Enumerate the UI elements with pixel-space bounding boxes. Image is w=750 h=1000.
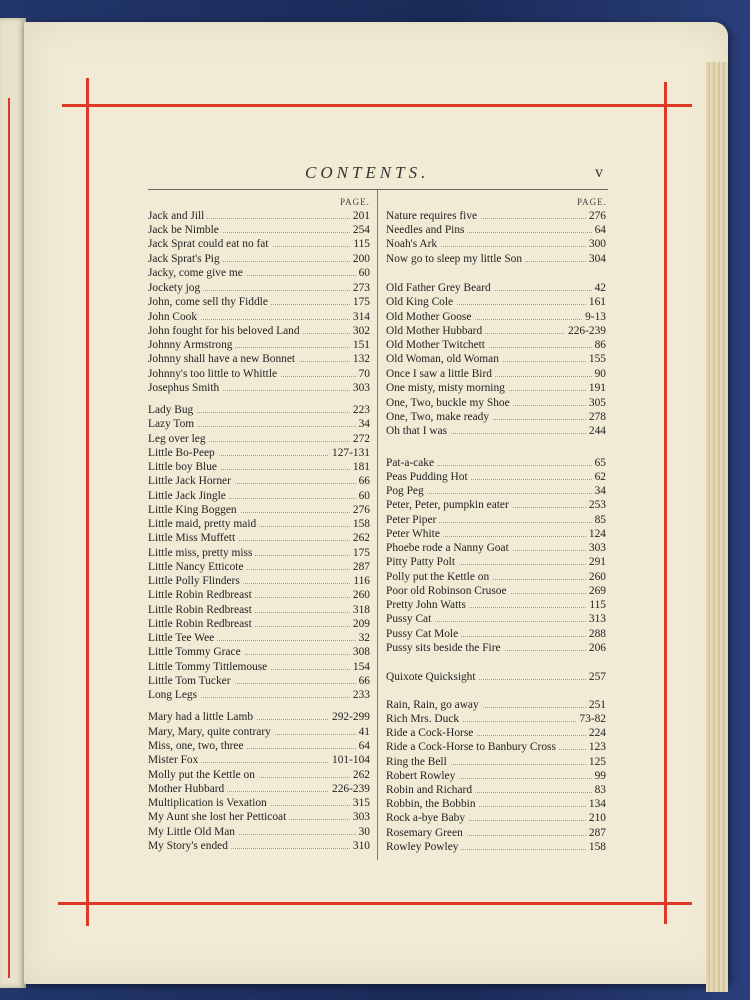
entry-page: 115 <box>586 599 606 611</box>
red-border-top <box>62 104 692 107</box>
contents-entry <box>148 253 370 267</box>
entry-page: 276 <box>586 210 606 222</box>
entry-title: Oh that I was <box>386 425 450 437</box>
entry-title: Pussy Cat <box>386 613 434 625</box>
facing-page-edge <box>0 18 26 988</box>
entry-title: Rosemary Green <box>386 827 466 839</box>
entry-title: Phoebe rode a Nanny Goat <box>386 542 512 554</box>
contents-entry <box>386 613 606 627</box>
contents-entry <box>148 783 370 797</box>
contents-entry <box>386 528 606 542</box>
entry-page: 262 <box>350 769 370 781</box>
entry-page: 304 <box>586 253 606 265</box>
entry-title: John fought for his beloved Land <box>148 325 303 337</box>
contents-entry <box>148 726 370 740</box>
contents-entry <box>148 711 370 725</box>
entry-page: 260 <box>350 589 370 601</box>
entry-page: 308 <box>350 646 370 658</box>
entry-page: 116 <box>350 575 370 587</box>
entry-title: Quixote Quicksight <box>386 671 479 683</box>
entry-title: Little Miss Muffett <box>148 532 238 544</box>
entry-page: 315 <box>350 797 370 809</box>
contents-entry <box>148 532 370 546</box>
entry-title: Mother Hubbard <box>148 783 227 795</box>
entry-page: 123 <box>586 741 606 753</box>
entry-title: Little Nancy Etticote <box>148 561 247 573</box>
entry-title: Little Polly Flinders <box>148 575 243 587</box>
entry-title: Little Robin Redbreast <box>148 618 255 630</box>
contents-entry <box>386 397 606 411</box>
contents-entry <box>148 811 370 825</box>
entry-page: 303 <box>586 542 606 554</box>
contents-entry <box>386 812 606 826</box>
contents-entry <box>148 447 370 461</box>
contents-entry <box>386 282 606 296</box>
contents-entry <box>148 325 370 339</box>
red-border-right <box>664 82 667 924</box>
entry-title: Multiplication is Vexation <box>148 797 270 809</box>
entry-page: 269 <box>586 585 606 597</box>
entry-title: John Cook <box>148 311 200 323</box>
contents-entry <box>386 210 606 224</box>
entry-page: 201 <box>350 210 370 222</box>
entry-page: 257 <box>586 671 606 683</box>
entry-page: 273 <box>350 282 370 294</box>
entry-page: 318 <box>350 604 370 616</box>
contents-entry <box>386 713 606 727</box>
entry-title: Noah's Ark <box>386 238 440 250</box>
contents-entry <box>386 253 606 267</box>
entry-title: Rich Mrs. Duck <box>386 713 462 725</box>
entry-title: Little miss, pretty miss <box>148 547 255 559</box>
entry-title: Lady Bug <box>148 404 196 416</box>
entry-title: Peas Pudding Hot <box>386 471 471 483</box>
entry-page: 151 <box>350 339 370 351</box>
entry-title: Once I saw a little Bird <box>386 368 495 380</box>
entry-page: 73-82 <box>576 713 606 725</box>
entry-title: My Story's ended <box>148 840 231 852</box>
contents-entry <box>148 840 370 854</box>
entry-page: 62 <box>592 471 606 483</box>
contents-entry <box>386 471 606 485</box>
contents-entry <box>386 798 606 812</box>
entry-title: Old King Cole <box>386 296 456 308</box>
entry-title: Peter Piper <box>386 514 439 526</box>
entry-page: 115 <box>350 238 370 250</box>
entry-page: 302 <box>350 325 370 337</box>
entry-title: Old Father Grey Beard <box>386 282 494 294</box>
contents-entry <box>386 368 606 382</box>
entry-title: Little Robin Redbreast <box>148 604 255 616</box>
contents-entry <box>148 461 370 475</box>
entry-title: Old Mother Twitchett <box>386 339 488 351</box>
contents-entry <box>148 618 370 632</box>
entry-title: Rock a-bye Baby <box>386 812 468 824</box>
entry-title: Old Mother Goose <box>386 311 474 323</box>
entry-title: Little maid, pretty maid <box>148 518 259 530</box>
entry-title: John, come sell thy Fiddle <box>148 296 271 308</box>
entry-title: Little Jack Horner <box>148 475 234 487</box>
entry-page: 226-239 <box>565 325 606 337</box>
entry-page: 175 <box>350 547 370 559</box>
entry-title: Ride a Cock-Horse <box>386 727 476 739</box>
entry-page: 42 <box>592 282 606 294</box>
red-border-line <box>0 98 10 978</box>
entry-title: Robbin, the Bobbin <box>386 798 479 810</box>
entry-title: Little Tommy Grace <box>148 646 244 658</box>
contents-entry <box>386 671 606 685</box>
entry-title: Johnny's too little to Whittle <box>148 368 280 380</box>
contents-entry <box>148 311 370 325</box>
contents-entry <box>386 841 606 855</box>
entry-title: My Little Old Man <box>148 826 238 838</box>
entry-page: 303 <box>350 382 370 394</box>
entry-page: 154 <box>350 661 370 673</box>
contents-entry <box>148 769 370 783</box>
contents-entry <box>386 784 606 798</box>
entry-title: Peter, Peter, pumpkin eater <box>386 499 512 511</box>
entry-title: Lazy Tom <box>148 418 197 430</box>
contents-entry <box>386 238 606 252</box>
entry-page: 125 <box>586 756 606 768</box>
contents-entry <box>148 433 370 447</box>
entry-page: 272 <box>350 433 370 445</box>
entry-title: Jack Sprat's Pig <box>148 253 223 265</box>
contents-entry <box>386 628 606 642</box>
entry-page: 278 <box>586 411 606 423</box>
entry-title: Little Tee Wee <box>148 632 217 644</box>
entry-title: One misty, misty morning <box>386 382 508 394</box>
entry-title: Jack Sprat could eat no fat <box>148 238 272 250</box>
entry-page: 276 <box>350 504 370 516</box>
contents-entry <box>386 382 606 396</box>
entry-title: Ride a Cock-Horse to Banbury Cross <box>386 741 559 753</box>
entry-page: 310 <box>350 840 370 852</box>
contents-entry <box>148 547 370 561</box>
entry-title: Little Tommy Tittlemouse <box>148 661 270 673</box>
entry-title: My Aunt she lost her Petticoat <box>148 811 289 823</box>
entry-title: Pussy sits beside the Fire <box>386 642 504 654</box>
column-divider <box>377 190 378 860</box>
page-edges <box>706 62 728 992</box>
page-title: CONTENTS. <box>305 163 430 182</box>
contents-entry <box>386 425 606 439</box>
contents-entry <box>386 741 606 755</box>
entry-title: Johnny shall have a new Bonnet <box>148 353 298 365</box>
entry-title: Jockety jog <box>148 282 203 294</box>
entry-page: 32 <box>356 632 370 644</box>
contents-entry <box>148 353 370 367</box>
contents-entry <box>386 485 606 499</box>
contents-entry <box>148 296 370 310</box>
entry-title: Now go to sleep my little Son <box>386 253 525 265</box>
contents-entry <box>386 599 606 613</box>
entry-title: Jack be Nimble <box>148 224 222 236</box>
entry-title: Pog Peg <box>386 485 427 497</box>
entry-page: 60 <box>356 267 370 279</box>
contents-entry <box>148 404 370 418</box>
entry-page: 65 <box>592 457 606 469</box>
contents-entry <box>386 727 606 741</box>
entry-title: Robin and Richard <box>386 784 475 796</box>
contents-entry <box>148 368 370 382</box>
entry-page: 158 <box>586 841 606 853</box>
contents-entry <box>386 756 606 770</box>
contents-entry <box>386 224 606 238</box>
entry-page: 155 <box>586 353 606 365</box>
entry-page: 41 <box>356 726 370 738</box>
contents-entry <box>148 689 370 703</box>
entry-page: 85 <box>592 514 606 526</box>
contents-entry <box>148 339 370 353</box>
entry-page: 66 <box>356 675 370 687</box>
red-border-left <box>86 78 89 926</box>
entry-page: 30 <box>356 826 370 838</box>
entry-page: 127-131 <box>329 447 370 459</box>
entry-title: Pretty John Watts <box>386 599 469 611</box>
entry-page: 253 <box>586 499 606 511</box>
contents-entry <box>148 632 370 646</box>
entry-page: 181 <box>350 461 370 473</box>
contents-entry <box>148 504 370 518</box>
entry-title: Little Bo-Peep <box>148 447 218 459</box>
entry-page: 244 <box>586 425 606 437</box>
page-column-label-right: PAGE. <box>577 197 607 207</box>
contents-entry <box>386 325 606 339</box>
contents-entry <box>386 311 606 325</box>
contents-entry <box>148 490 370 504</box>
entry-page: 124 <box>586 528 606 540</box>
entry-page: 223 <box>350 404 370 416</box>
header-rule <box>148 189 608 190</box>
entry-title: Pat-a-cake <box>386 457 437 469</box>
contents-entry <box>386 699 606 713</box>
entry-title: Mary had a little Lamb <box>148 711 256 723</box>
contents-entry <box>148 282 370 296</box>
entry-title: Miss, one, two, three <box>148 740 247 752</box>
entry-title: Pitty Patty Polt <box>386 556 458 568</box>
contents-entry <box>148 210 370 224</box>
entry-page: 292-299 <box>329 711 370 723</box>
entry-page: 134 <box>586 798 606 810</box>
contents-entry <box>386 296 606 310</box>
entry-title: Ring the Bell <box>386 756 450 768</box>
entry-page: 70 <box>356 368 370 380</box>
entry-title: One, Two, buckle my Shoe <box>386 397 513 409</box>
entry-title: Mary, Mary, quite contrary <box>148 726 274 738</box>
contents-entry <box>386 514 606 528</box>
contents-entry <box>148 224 370 238</box>
entry-title: Old Woman, old Woman <box>386 353 502 365</box>
contents-entry <box>148 518 370 532</box>
contents-entry <box>386 353 606 367</box>
contents-entry <box>148 238 370 252</box>
entry-page: 200 <box>350 253 370 265</box>
entry-title: Robert Rowley <box>386 770 458 782</box>
entry-title: Little Robin Redbreast <box>148 589 255 601</box>
entry-page: 60 <box>356 490 370 502</box>
contents-entry <box>148 418 370 432</box>
contents-entry <box>386 571 606 585</box>
page-number: v <box>595 164 603 181</box>
entry-page: 254 <box>350 224 370 236</box>
entry-page: 9-13 <box>582 311 606 323</box>
contents-entry <box>386 457 606 471</box>
contents-entry <box>148 826 370 840</box>
entry-title: Polly put the Kettle on <box>386 571 492 583</box>
entry-page: 206 <box>586 642 606 654</box>
entry-page: 287 <box>586 827 606 839</box>
entry-page: 209 <box>350 618 370 630</box>
entry-page: 83 <box>592 784 606 796</box>
entry-page: 66 <box>356 475 370 487</box>
entry-title: Little Jack Jingle <box>148 490 229 502</box>
entry-title: Poor old Robinson Crusoe <box>386 585 510 597</box>
contents-entry <box>148 661 370 675</box>
contents-entry <box>386 770 606 784</box>
contents-entry <box>386 642 606 656</box>
contents-entry <box>148 475 370 489</box>
entry-page: 233 <box>350 689 370 701</box>
entry-page: 226-239 <box>329 783 370 795</box>
contents-entry <box>148 740 370 754</box>
entry-page: 224 <box>586 727 606 739</box>
entry-title: Jacky, come give me <box>148 267 246 279</box>
entry-page: 86 <box>592 339 606 351</box>
contents-entry <box>386 827 606 841</box>
entry-title: Nature requires five <box>386 210 480 222</box>
entry-title: Peter White <box>386 528 443 540</box>
entry-title: Josephus Smith <box>148 382 222 394</box>
entry-page: 64 <box>356 740 370 752</box>
entry-page: 260 <box>586 571 606 583</box>
entry-page: 191 <box>586 382 606 394</box>
entry-title: Rowley Powley <box>386 841 461 853</box>
entry-page: 90 <box>592 368 606 380</box>
contents-entry <box>386 411 606 425</box>
entry-title: Leg over leg <box>148 433 209 445</box>
entry-title: Molly put the Kettle on <box>148 769 258 781</box>
contents-entry <box>148 646 370 660</box>
entry-page: 34 <box>592 485 606 497</box>
entry-title: Johnny Armstrong <box>148 339 235 351</box>
entry-title: One, Two, make ready <box>386 411 492 423</box>
contents-entry <box>386 499 606 513</box>
contents-entry <box>386 556 606 570</box>
entry-page: 64 <box>592 224 606 236</box>
contents-entry <box>148 382 370 396</box>
contents-entry <box>148 675 370 689</box>
contents-entry <box>148 797 370 811</box>
contents-entry <box>386 585 606 599</box>
contents-entry <box>386 542 606 556</box>
entry-title: Long Legs <box>148 689 200 701</box>
entry-page: 300 <box>586 238 606 250</box>
contents-entry <box>148 754 370 768</box>
entry-page: 305 <box>586 397 606 409</box>
entry-page: 161 <box>586 296 606 308</box>
entry-page: 313 <box>586 613 606 625</box>
entry-title: Rain, Rain, go away <box>386 699 482 711</box>
entry-page: 132 <box>350 353 370 365</box>
page-column-label-left: PAGE. <box>340 197 370 207</box>
entry-page: 210 <box>586 812 606 824</box>
contents-entry <box>386 339 606 353</box>
entry-page: 287 <box>350 561 370 573</box>
entry-page: 314 <box>350 311 370 323</box>
entry-page: 175 <box>350 296 370 308</box>
entry-title: Little Tom Tucker <box>148 675 234 687</box>
contents-entry <box>148 561 370 575</box>
entry-title: Little King Boggen <box>148 504 240 516</box>
contents-entry <box>148 267 370 281</box>
contents-entry <box>148 589 370 603</box>
entry-title: Jack and Jill <box>148 210 207 222</box>
entry-page: 101-104 <box>329 754 370 766</box>
entry-title: Old Mother Hubbard <box>386 325 485 337</box>
entry-page: 291 <box>586 556 606 568</box>
entry-page: 158 <box>350 518 370 530</box>
entry-page: 303 <box>350 811 370 823</box>
entry-page: 34 <box>356 418 370 430</box>
entry-title: Little boy Blue <box>148 461 220 473</box>
contents-entry <box>148 604 370 618</box>
entry-page: 262 <box>350 532 370 544</box>
red-border-bottom <box>58 902 692 905</box>
entry-title: Pussy Cat Mole <box>386 628 461 640</box>
entry-title: Needles and Pins <box>386 224 467 236</box>
contents-entry <box>148 575 370 589</box>
entry-page: 99 <box>592 770 606 782</box>
entry-page: 251 <box>586 699 606 711</box>
entry-title: Mister Fox <box>148 754 201 766</box>
entry-page: 288 <box>586 628 606 640</box>
